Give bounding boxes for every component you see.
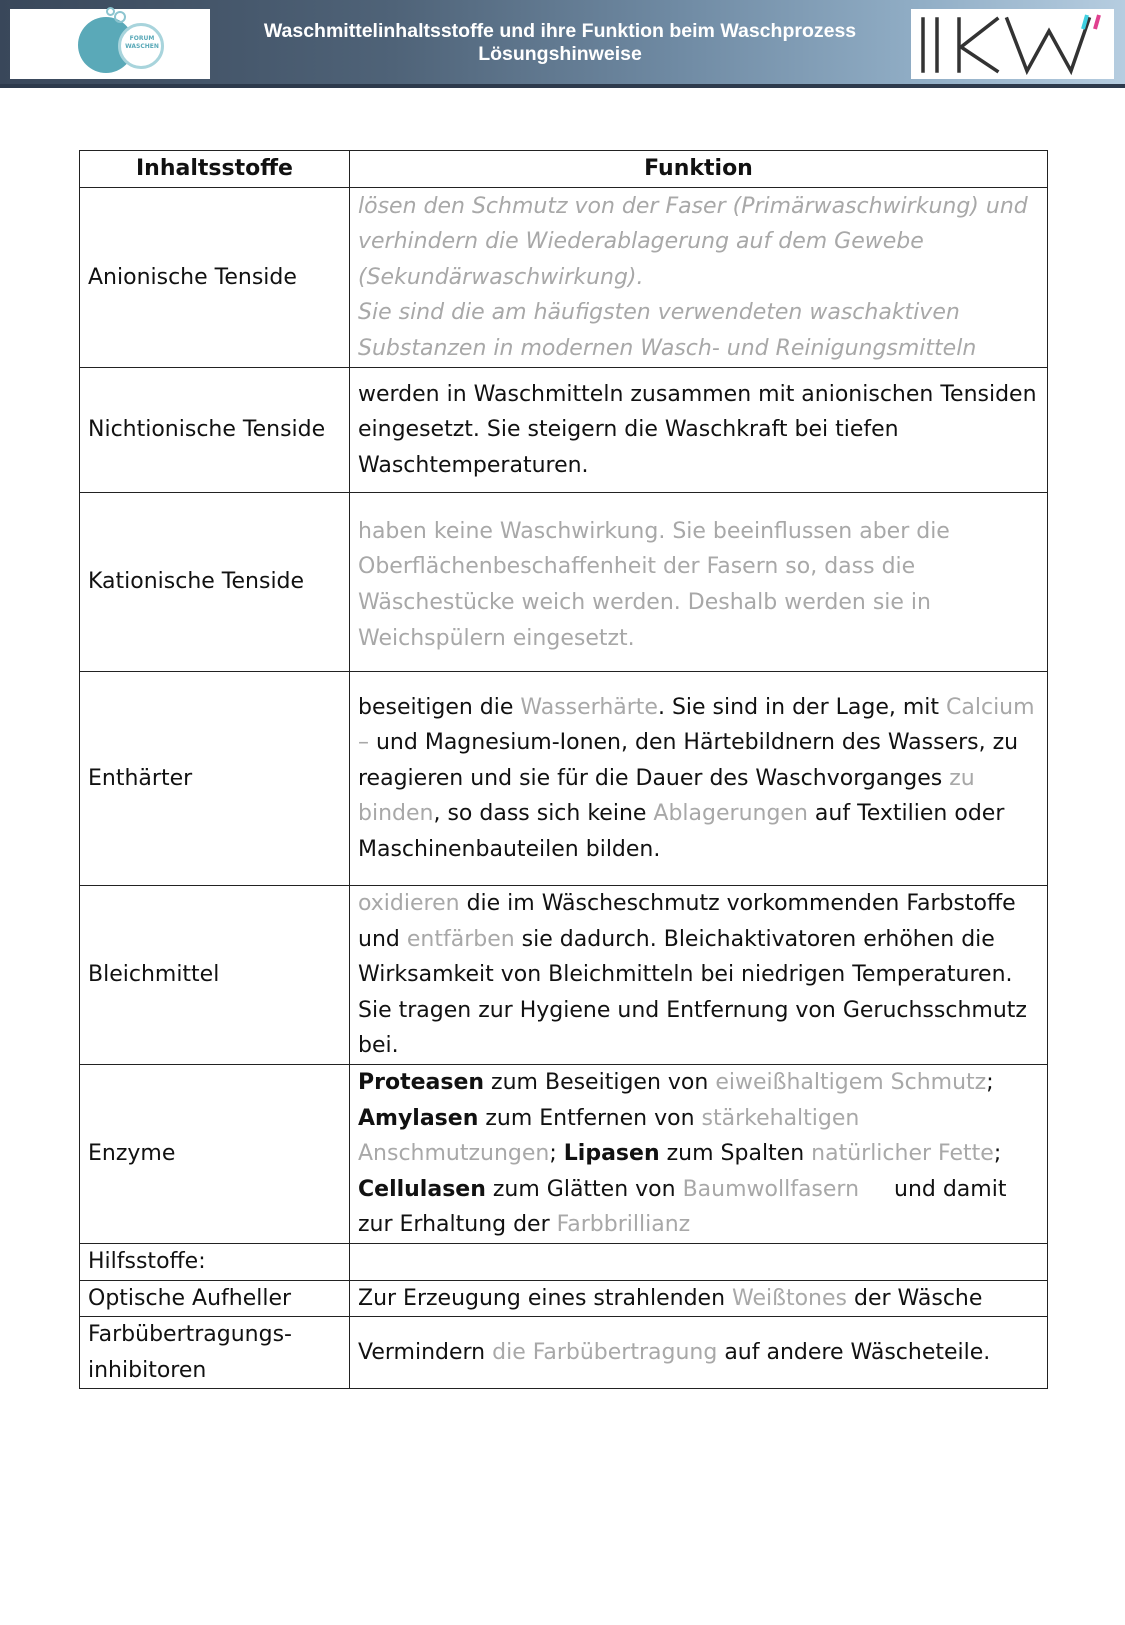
function-hint: zu binden xyxy=(358,765,975,827)
title-line-2: Lösungshinweise xyxy=(478,43,642,65)
function-text: und damit zur Erhaltung der xyxy=(358,1176,1014,1238)
function-text: ; xyxy=(993,1141,1009,1167)
enzyme-name: Amylasen xyxy=(358,1105,479,1131)
ingredient-function xyxy=(350,368,1048,493)
function-text: der Wäsche xyxy=(847,1285,983,1311)
ikw-logo xyxy=(911,9,1114,79)
function-text: lösen den Schmutz von der Faser (Primärwaschwirkung) und verhindern die Wiederablagerung auf dem Gewebe (Sekundärwaschwirkung). xyxy=(358,193,1028,290)
function-text: Sie sind die am häufigsten verwendeten waschaktiven Substanzen in modernen Wasch- und Reinigungsmitteln xyxy=(358,300,977,361)
table-header-row xyxy=(80,151,1048,188)
table-row xyxy=(80,1280,1048,1317)
table-row xyxy=(80,1244,1048,1281)
function-hint: stärkehaltigen Anschmutzungen xyxy=(358,1105,867,1167)
page-header xyxy=(0,0,1125,88)
function-text: sie dadurch. Bleichaktivatoren erhöhen die Wirksamkeit von Bleichmitteln bei niedrigen Temperaturen. Sie tragen zur Hygiene und Entfernung von Geruchsschmutz bei. xyxy=(358,926,1027,1059)
ingredient-function xyxy=(350,886,1048,1065)
ingredient-name-line: Farbübertragungs- xyxy=(88,1322,292,1348)
function-text: , so dass sich keine xyxy=(433,801,654,827)
ingredient-function xyxy=(350,1317,1048,1389)
table-row xyxy=(80,672,1048,886)
function-hint: Weißtones xyxy=(732,1285,847,1311)
ingredients-table xyxy=(79,150,1048,1389)
function-hint: Farbbrillianz xyxy=(556,1212,691,1238)
function-hint: natürlicher Fette xyxy=(811,1141,994,1167)
function-text: Vermindern xyxy=(358,1339,493,1365)
ingredient-function xyxy=(350,1244,1048,1281)
ingredient-function xyxy=(350,1065,1048,1244)
ingredient-function xyxy=(350,672,1048,886)
enzyme-name: Lipasen xyxy=(563,1141,660,1167)
page-title xyxy=(220,20,900,66)
ingredient-name: Anionische Tenside xyxy=(80,188,350,368)
function-text: ; xyxy=(986,1070,1001,1096)
function-text: beseitigen die xyxy=(358,694,521,720)
ingredient-name xyxy=(80,1317,350,1389)
ikw-logo-icon xyxy=(911,9,1114,79)
function-hint: Calcium – xyxy=(358,694,1035,756)
function-text: zum Entfernen von xyxy=(478,1105,702,1131)
ingredient-name: Nichtionische Tenside xyxy=(80,368,350,493)
bubble-icon xyxy=(114,11,126,23)
table-row xyxy=(80,493,1048,672)
ingredient-name: Enthärter xyxy=(80,672,350,886)
table-row xyxy=(80,368,1048,493)
function-text: auf Textilien oder Maschinenbauteilen bilden. xyxy=(358,801,1005,862)
function-hint: Wasserhärte xyxy=(520,694,658,720)
ingredient-function xyxy=(350,188,1048,368)
enzyme-name: Cellulasen xyxy=(358,1176,486,1202)
function-text: und Magnesium-Ionen, den Härtebildnern des Wassers, zu reagieren und sie für die Dauer des Waschvorganges xyxy=(358,730,1019,791)
function-hint: entfärben xyxy=(406,926,515,952)
ingredient-name: Bleichmittel xyxy=(80,886,350,1065)
table-row xyxy=(80,188,1048,368)
function-text: werden in Waschmitteln zusammen mit anionischen Tensiden eingesetzt. Sie steigern die Waschkraft bei tiefen Waschtemperaturen. xyxy=(358,381,1037,478)
title-line-1: Waschmittelinhaltsstoffe und ihre Funktion beim Waschprozess xyxy=(263,20,857,42)
column-header-ingredients: Inhaltsstoffe xyxy=(80,151,350,188)
forum-waschen-logo xyxy=(10,9,210,79)
ingredient-name: Kationische Tenside xyxy=(80,493,350,672)
function-text: auf andere Wäscheteile. xyxy=(717,1339,991,1365)
enzyme-name: Proteasen xyxy=(358,1070,485,1096)
function-text: zum Glätten von xyxy=(485,1176,683,1202)
function-hint: eiweißhaltigem Schmutz xyxy=(715,1070,987,1096)
function-hint: die Farbübertragung xyxy=(492,1339,718,1365)
ingredient-name: Enzyme xyxy=(80,1065,350,1244)
logo-text: FORUM WASCHEN xyxy=(125,35,159,50)
bubble-icon xyxy=(106,7,115,16)
function-text: ; xyxy=(549,1141,564,1167)
ingredient-function xyxy=(350,493,1048,672)
function-hint: oxidieren xyxy=(358,891,460,917)
table-row xyxy=(80,1065,1048,1244)
function-text: Zur Erzeugung eines strahlenden xyxy=(358,1285,732,1311)
function-text: . Sie sind in der Lage, mit xyxy=(657,694,947,720)
ingredient-name: Optische Aufheller xyxy=(80,1280,350,1317)
function-hint: Ablagerungen xyxy=(653,801,808,827)
function-text: zum Beseitigen von xyxy=(484,1070,716,1096)
ingredient-function xyxy=(350,1280,1048,1317)
function-text: haben keine Waschwirkung. Sie beeinflussen aber die Oberflächenbeschaffenheit der Fasern so, dass die Wäschestücke weich werden. Deshalb werden sie in Weichspülern eingesetzt. xyxy=(358,518,950,651)
function-text: die im Wäscheschmutz vorkommenden Farbstoffe und xyxy=(358,891,1016,952)
table-row xyxy=(80,886,1048,1065)
ikw-magenta-mark xyxy=(1095,15,1099,29)
column-header-function: Funktion xyxy=(350,151,1048,188)
function-hint: Baumwollfasern xyxy=(682,1176,860,1202)
ingredient-name-line: inhibitoren xyxy=(88,1357,207,1383)
function-text: zum Spalten xyxy=(659,1141,812,1167)
ingredient-name: Hilfsstoffe: xyxy=(80,1244,350,1281)
table-row xyxy=(80,1317,1048,1389)
